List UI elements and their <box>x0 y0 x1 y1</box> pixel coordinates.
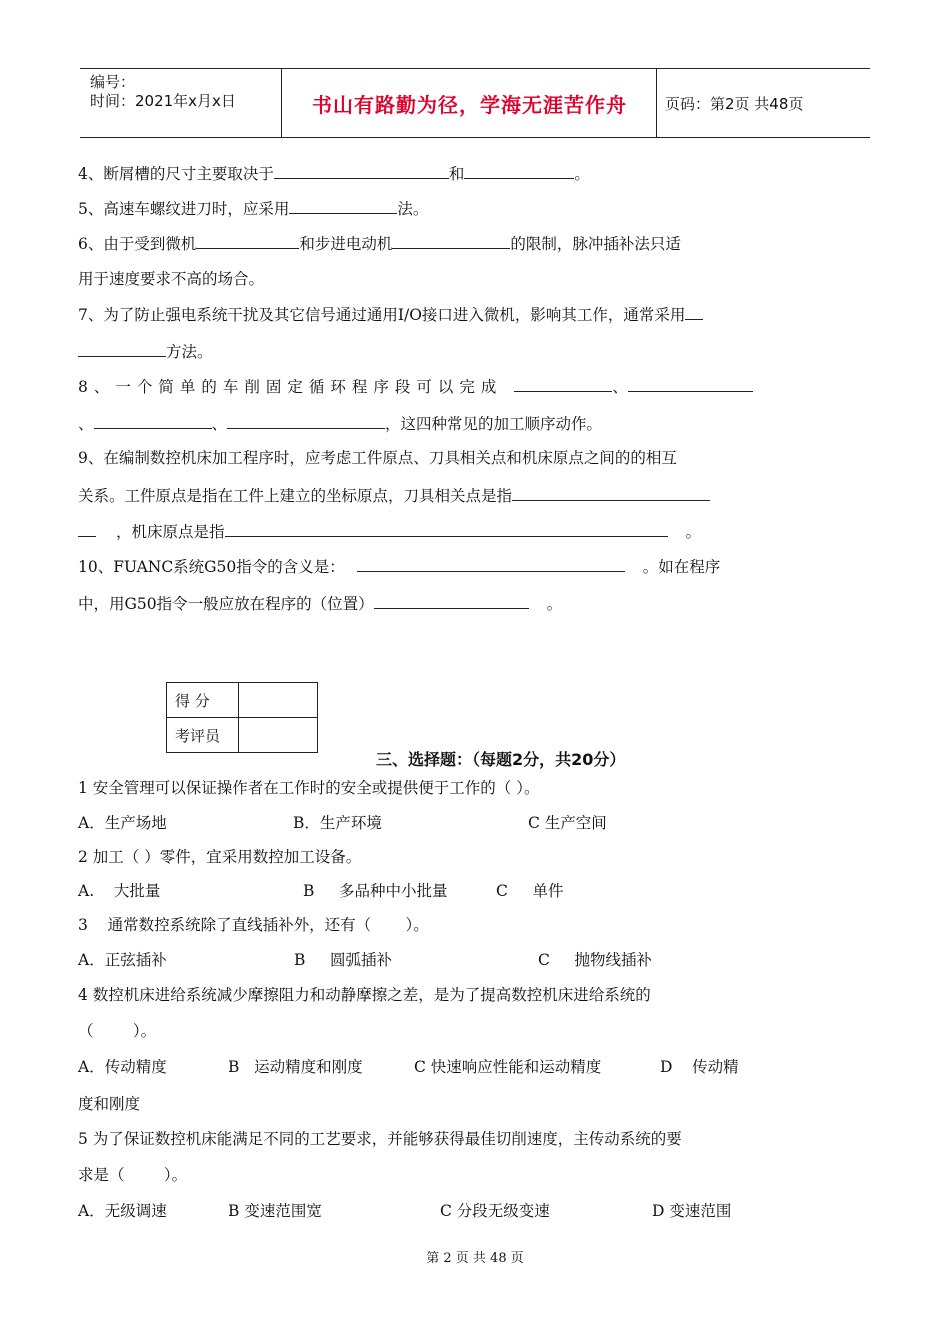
question-text: 。 <box>546 595 563 613</box>
choice-5: 5 为了保证数控机床能满足不同的工艺要求，并能够获得最佳切削速度，主传动系统的要 <box>78 1130 682 1148</box>
option-d[interactable]: D 变速范围 <box>652 1202 732 1220</box>
question-text: ，这四种常见的加工顺序动作。 <box>385 415 603 433</box>
question-text: 5、高速车螺纹进刀时，应采用 <box>78 200 290 218</box>
question-text: 和 <box>448 165 465 183</box>
answer-blank[interactable] <box>289 198 397 214</box>
question-text: 方法。 <box>166 343 213 361</box>
answer-blank[interactable] <box>274 163 449 179</box>
question-text: 关系。工件原点是指在工件上建立的坐标原点，刀具相关点是指 <box>78 487 513 505</box>
answer-blank[interactable] <box>464 163 574 179</box>
question-text: 。如在程序 <box>642 558 721 576</box>
answer-blank[interactable] <box>514 376 612 392</box>
question-text: 、 <box>78 415 94 433</box>
choice-4-options <box>78 1057 739 1077</box>
answer-blank[interactable] <box>78 521 96 537</box>
header-divider <box>281 69 282 137</box>
question-6-cont: 用于速度要求不高的场合。 <box>78 270 265 288</box>
question-8-cont <box>78 413 602 434</box>
option-b[interactable]: B 圆弧插补 <box>294 951 393 969</box>
choice-4-options-cont: 度和刚度 <box>78 1095 141 1113</box>
question-5 <box>78 198 428 219</box>
code-label: 编号： <box>90 73 136 91</box>
question-text: 。 <box>574 165 590 183</box>
date-label: 时间：2021年x月x日 <box>90 92 236 110</box>
answer-blank[interactable] <box>227 413 385 429</box>
choice-4-cont: （ ）。 <box>78 1022 157 1040</box>
page-footer: 第 2 页 共 48 页 <box>426 1251 524 1266</box>
option-c[interactable]: C 抛物线插补 <box>538 951 652 969</box>
question-text: 和步进电动机 <box>299 235 393 253</box>
choice-5-options <box>78 1201 732 1221</box>
option-d[interactable]: D 传动精 <box>660 1058 739 1076</box>
question-text: 10、FUANC系统G50指令的含义是： <box>78 558 345 576</box>
option-a[interactable]: A．无级调速 <box>78 1202 167 1220</box>
option-c[interactable]: C 快速响应性能和运动精度 <box>414 1058 602 1076</box>
question-text: 8、一个简单的车削固定循环程序段可以完成 <box>78 378 503 396</box>
question-9: 9、在编制数控机床加工程序时，应考虑工件原点、刀具相关点和机床原点之间的的相互 <box>78 449 677 467</box>
question-text: 的限制，脉冲插补法只适 <box>510 235 681 253</box>
question-10 <box>78 556 720 577</box>
question-10-cont <box>78 593 562 614</box>
score-label: 得 分 <box>167 683 239 718</box>
header-divider <box>656 69 657 137</box>
answer-blank[interactable] <box>196 233 299 249</box>
option-b[interactable]: B．生产环境 <box>293 814 382 832</box>
section-title: 三、选择题：（每题2分，共20分） <box>376 750 626 769</box>
choice-3-options <box>78 950 652 970</box>
question-text: 、 <box>612 378 628 396</box>
question-8 <box>78 376 753 397</box>
question-text: 。 <box>685 523 702 541</box>
question-4 <box>78 163 590 184</box>
option-c[interactable]: C 单件 <box>496 882 564 900</box>
question-7 <box>78 304 703 325</box>
score-box <box>166 682 318 753</box>
option-b[interactable]: B 运动精度和刚度 <box>228 1058 363 1076</box>
question-9-cont <box>78 485 710 506</box>
header-page-info: 页码：第2页 共48页 <box>665 95 804 113</box>
option-c[interactable]: C 分段无级变速 <box>440 1202 550 1220</box>
answer-blank[interactable] <box>357 556 625 572</box>
document-header <box>80 68 870 138</box>
choice-1-options <box>78 813 607 833</box>
answer-blank[interactable] <box>685 304 703 320</box>
question-text: ，机床原点是指 <box>116 523 225 541</box>
question-6 <box>78 233 681 254</box>
answer-blank[interactable] <box>512 485 710 501</box>
score-cell[interactable] <box>239 683 318 718</box>
choice-5-cont: 求是（ ）。 <box>78 1166 188 1184</box>
answer-blank[interactable] <box>374 593 529 609</box>
answer-blank[interactable] <box>628 376 753 392</box>
grader-label: 考评员 <box>167 718 239 753</box>
choice-4: 4 数控机床进给系统减少摩擦阻力和动静摩擦之差，是为了提高数控机床进给系统的 <box>78 986 651 1004</box>
choice-1: 1 安全管理可以保证操作者在工作时的安全或提供便于工作的（ ）。 <box>78 779 540 797</box>
answer-blank[interactable] <box>392 233 510 249</box>
grader-cell[interactable] <box>239 718 318 753</box>
question-text: 中，用G50指令一般应放在程序的（位置） <box>78 595 374 613</box>
answer-blank[interactable] <box>225 521 668 537</box>
choice-2: 2 加工（ ）零件，宜采用数控加工设备。 <box>78 848 362 866</box>
option-b[interactable]: B 多品种中小批量 <box>303 882 448 900</box>
option-a[interactable]: A．生产场地 <box>78 814 167 832</box>
choice-2-options <box>78 881 564 901</box>
question-text: 6、由于受到微机 <box>78 235 197 253</box>
option-a[interactable]: A. 大批量 <box>78 882 161 900</box>
option-c[interactable]: C 生产空间 <box>528 814 607 832</box>
option-a[interactable]: A．传动精度 <box>78 1058 167 1076</box>
question-text: 4、断屑槽的尺寸主要取决于 <box>78 165 274 183</box>
question-text: 法。 <box>397 200 429 218</box>
answer-blank[interactable] <box>78 341 166 357</box>
question-7-cont <box>78 341 213 362</box>
question-9-cont2 <box>78 521 701 542</box>
option-a[interactable]: A．正弦插补 <box>78 951 167 969</box>
answer-blank[interactable] <box>94 413 212 429</box>
choice-3: 3 通常数控系统除了直线插补外，还有（ ）。 <box>78 916 429 934</box>
question-text: 、 <box>211 415 228 433</box>
option-b[interactable]: B 变速范围宽 <box>228 1202 322 1220</box>
question-text: 7、为了防止强电系统干扰及其它信号通过通用I/O接口进入微机，影响其工作，通常采用 <box>78 306 686 324</box>
header-meta <box>90 73 236 111</box>
header-motto: 书山有路勤为径，学海无涯苦作舟 <box>312 92 627 117</box>
